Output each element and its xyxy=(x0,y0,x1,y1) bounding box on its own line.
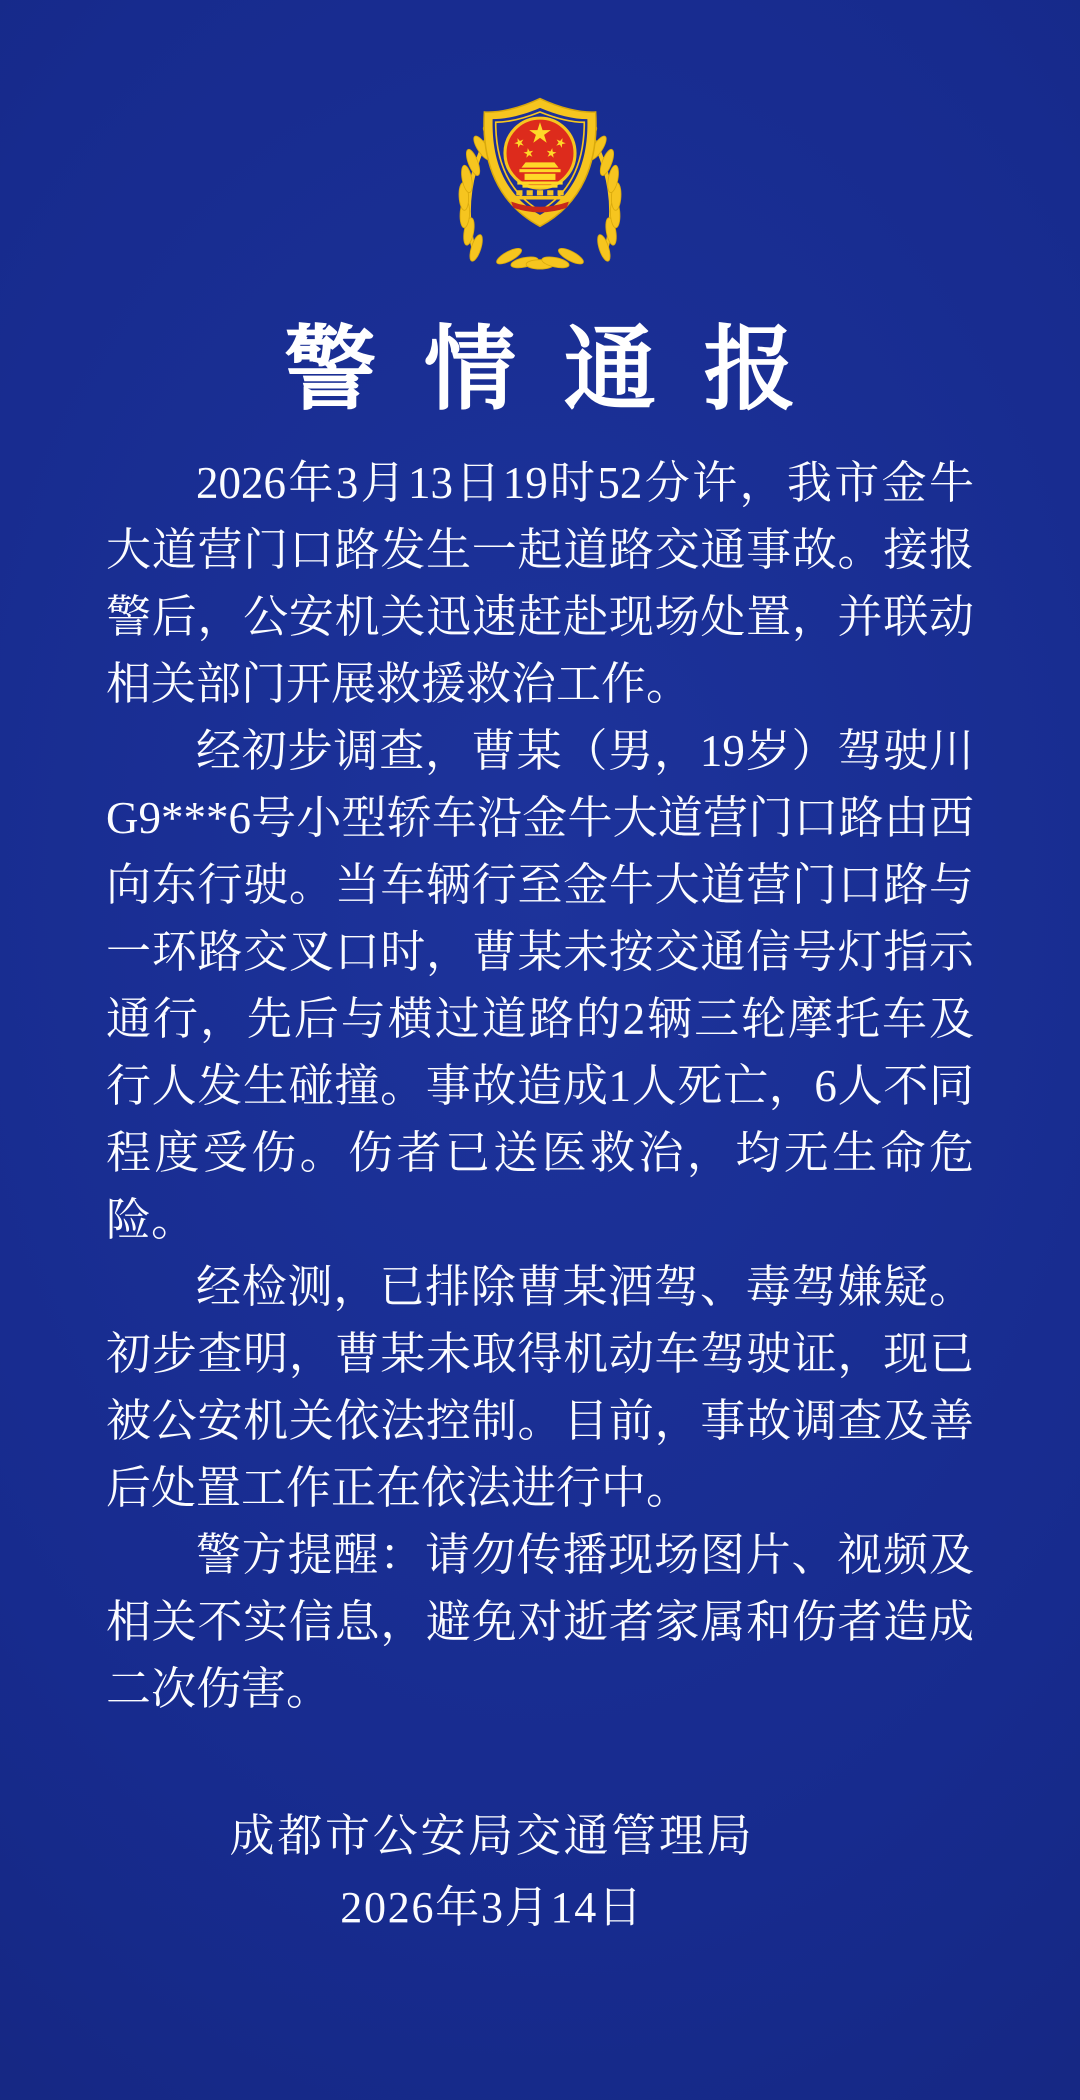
notice-title: 警情通报 xyxy=(284,319,844,421)
notice-paragraph-1: 2026年3月13日19时52分许，我市金牛大道营门口路发生一起道路交通事故。接报警后，公安机关迅速赶赴现场处置，并联动相关部门开展救援救治工作。 xyxy=(106,458,974,709)
notice-paragraph-4: 警方提醒：请勿传播现场图片、视频及相关不实信息，避免对逝者家属和伤者造成二次伤害。 xyxy=(106,1530,974,1714)
notice-body xyxy=(106,450,974,1723)
notice-paragraph-3: 经检测，已排除曹某酒驾、毒驾嫌疑。初步查明，曹某未取得机动车驾驶证，现已被公安机关依法控制。目前，事故调查及善后处置工作正在依法进行中。 xyxy=(106,1262,974,1513)
notice-paragraph-2: 经初步调查，曹某（男，19岁）驾驶川G9***6号小型轿车沿金牛大道营门口路由西向东行驶。当车辆行至金牛大道营门口路与一环路交叉口时，曹某未按交通信号灯指示通行，先后与横过道路的2辆三轮摩托车及行人发生碰撞。事故造成1人死亡，6人不同程度受伤。伤者已送医救治，均无生命危险。 xyxy=(106,726,974,1245)
police-badge-icon xyxy=(437,90,643,274)
signature-agency: 成都市公安局交通管理局 xyxy=(229,1811,755,1861)
signature-date: 2026年3月14日 xyxy=(340,1883,644,1932)
